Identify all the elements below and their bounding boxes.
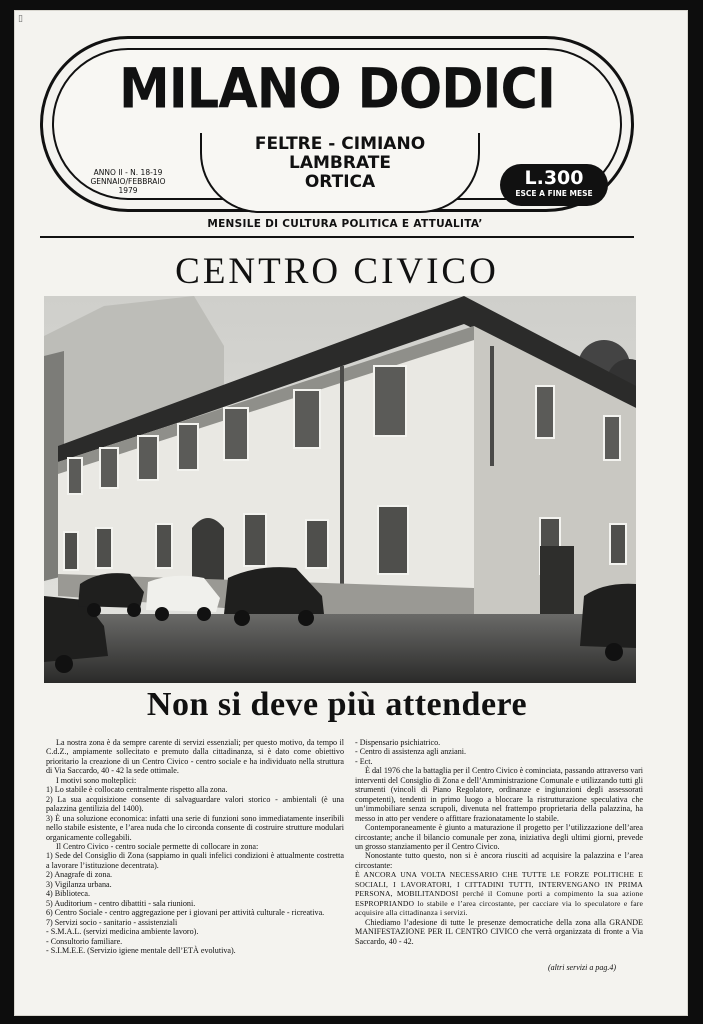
continued-footnote: (altri servizi a pag.4) bbox=[548, 963, 616, 972]
building-photo-illustration bbox=[44, 296, 636, 683]
article-list-item: - S.M.A.L. (servizi medicina ambiente lavoro). bbox=[46, 927, 199, 937]
article-list-item: 1) Sede del Consiglio di Zona (sappiamo in quali infelici condizioni è attualmente costretta a lavorare l’istituzione decentrata). bbox=[46, 851, 344, 870]
subheadline: Non si deve più attendere bbox=[146, 686, 528, 723]
article-list-item: - S.I.M.E.E. (Servizio igiene mentale dell’ETÀ evolutiva). bbox=[46, 945, 236, 955]
article-list-item: 3) È una soluzione economica: infatti una serie di funzioni sono immediatamente inseribili nello stabile esistente, e l’area nuda che lo circonda consente di costruire strutture modulari organicamente collegabili. bbox=[46, 813, 344, 842]
article-call-to-action: È ANCORA UNA VOLTA NECESSARIO CHE TUTTE LE FORZE POLITICHE E SOCIALI, I LAVORATORI, I CITTADINI TUTTI, INTERVENGANO IN PRIMA PERSONA, MOBILITANDOSI perché il Comune porti a compimento la sua azione ESPROPRIANDO lo stabile e l’area circostante, per cacciare via lo speculatore e fare acquisire alla cittadinanza i servizi. bbox=[355, 870, 643, 918]
article-column-right bbox=[355, 738, 643, 946]
article-list-item: 5) Auditorium - centro dibattiti - sala riunioni. bbox=[46, 898, 196, 908]
article-paragraph: La nostra zona è da sempre carente di servizi essenziali; per questo motivo, da tempo il C.d.Z., ampiamente sollecitato e premuto dalla cittadinanza, si è dato come obiettivo prioritario la creazione di un Centro Civico - centro sociale e ha individuato nella struttura di Via Saccardo, 40 - 42 la sede ottimale. bbox=[46, 738, 344, 776]
price: L.300 bbox=[524, 167, 584, 189]
article-list-item: 2) Anagrafe di zona. bbox=[46, 870, 113, 880]
article-list-item: 4) Biblioteca. bbox=[46, 889, 91, 899]
issue-info bbox=[78, 168, 178, 195]
price-badge bbox=[500, 164, 608, 206]
corner-mark: ▯ bbox=[18, 14, 23, 24]
newspaper-title: MILANO DODICI bbox=[119, 57, 555, 122]
article-paragraph: Nonostante tutto questo, non si è ancora riusciti ad acquisire la palazzina e l’area circostante: bbox=[355, 851, 643, 870]
article-paragraph: Il Centro Civico - centro sociale permette di collocare in zona: bbox=[56, 841, 259, 851]
article-list-item: - Consultorio familiare. bbox=[46, 936, 123, 946]
article-list-item: 2) La sua acquisizione consente di salvaguardare valori storico - ambientali (è una palazzina gentilizia del 1400). bbox=[46, 794, 344, 814]
article-list-item: 3) Vigilanza urbana. bbox=[46, 879, 112, 889]
masthead-rule bbox=[40, 236, 634, 238]
neighborhoods-block bbox=[200, 133, 480, 213]
issue-months: GENNAIO/FEBBRAIO bbox=[90, 177, 166, 186]
neighborhood-line: ORTICA bbox=[304, 172, 376, 192]
article-list-item: 6) Centro Sociale - centro aggregazione per i giovani per attività culturale - ricreativa. bbox=[46, 908, 325, 918]
neighborhood-line: LAMBRATE bbox=[289, 153, 391, 173]
article-paragraph: È dal 1976 che la battaglia per il Centro Civico è cominciata, passando attraverso vari interventi del Consiglio di Zona e dell’Amministrazione Comunale e utilizzando tutti gli strumenti (vincoli di Piano Regolatore, ordinanze e ingiunzioni degli assessorati competenti), tendenti in primo luogo a bloccare la ristrutturazione speculativa che un’immobiliare senza scrupoli, divenuta nel frattempo proprietaria della palazzina, ha messo in atto per vendere o affittare frazionatamente lo stabile. bbox=[355, 766, 644, 823]
issue-year: 1979 bbox=[118, 186, 138, 195]
neighborhood-line: FELTRE - CIMIANO bbox=[254, 134, 426, 154]
article-paragraph: Contemporaneamente è giunto a maturazione il progetto per l’utilizzazione dell’area circostante; anche il bilancio comunale per zona, iniziativa degli ultimi giorni, prevede un grosso stanziamento per il Centro Civico. bbox=[355, 823, 643, 851]
headline: CENTRO CIVICO bbox=[175, 251, 499, 292]
article-list-item: 7) Servizi socio - sanitario - assistenziali bbox=[46, 917, 178, 927]
building-photo bbox=[44, 296, 636, 683]
article-list-item: - Dispensario psichiatrico. bbox=[355, 738, 441, 747]
article-list-item: - Ect. bbox=[355, 756, 373, 766]
price-note: ESCE A FINE MESE bbox=[515, 189, 593, 198]
article-paragraph: Chiediamo l’adesione di tutte le presenze democratiche della zona alla GRANDE MANIFESTAZIONE PER IL CENTRO CIVICO che verrà organizzata di fronte a Via Saccardo, 40 - 42. bbox=[355, 917, 643, 946]
tagline: MENSILE DI CULTURA POLITICA E ATTUALITA’ bbox=[207, 218, 483, 230]
article-paragraph: I motivi sono molteplici: bbox=[56, 775, 137, 785]
issue-number: ANNO II - N. 18-19 bbox=[93, 168, 163, 177]
article-list-item: - Centro di assistenza agli anziani. bbox=[355, 747, 467, 757]
article-list-item: 1) Lo stabile è collocato centralmente rispetto alla zona. bbox=[46, 785, 228, 795]
article-column-left bbox=[46, 738, 344, 955]
